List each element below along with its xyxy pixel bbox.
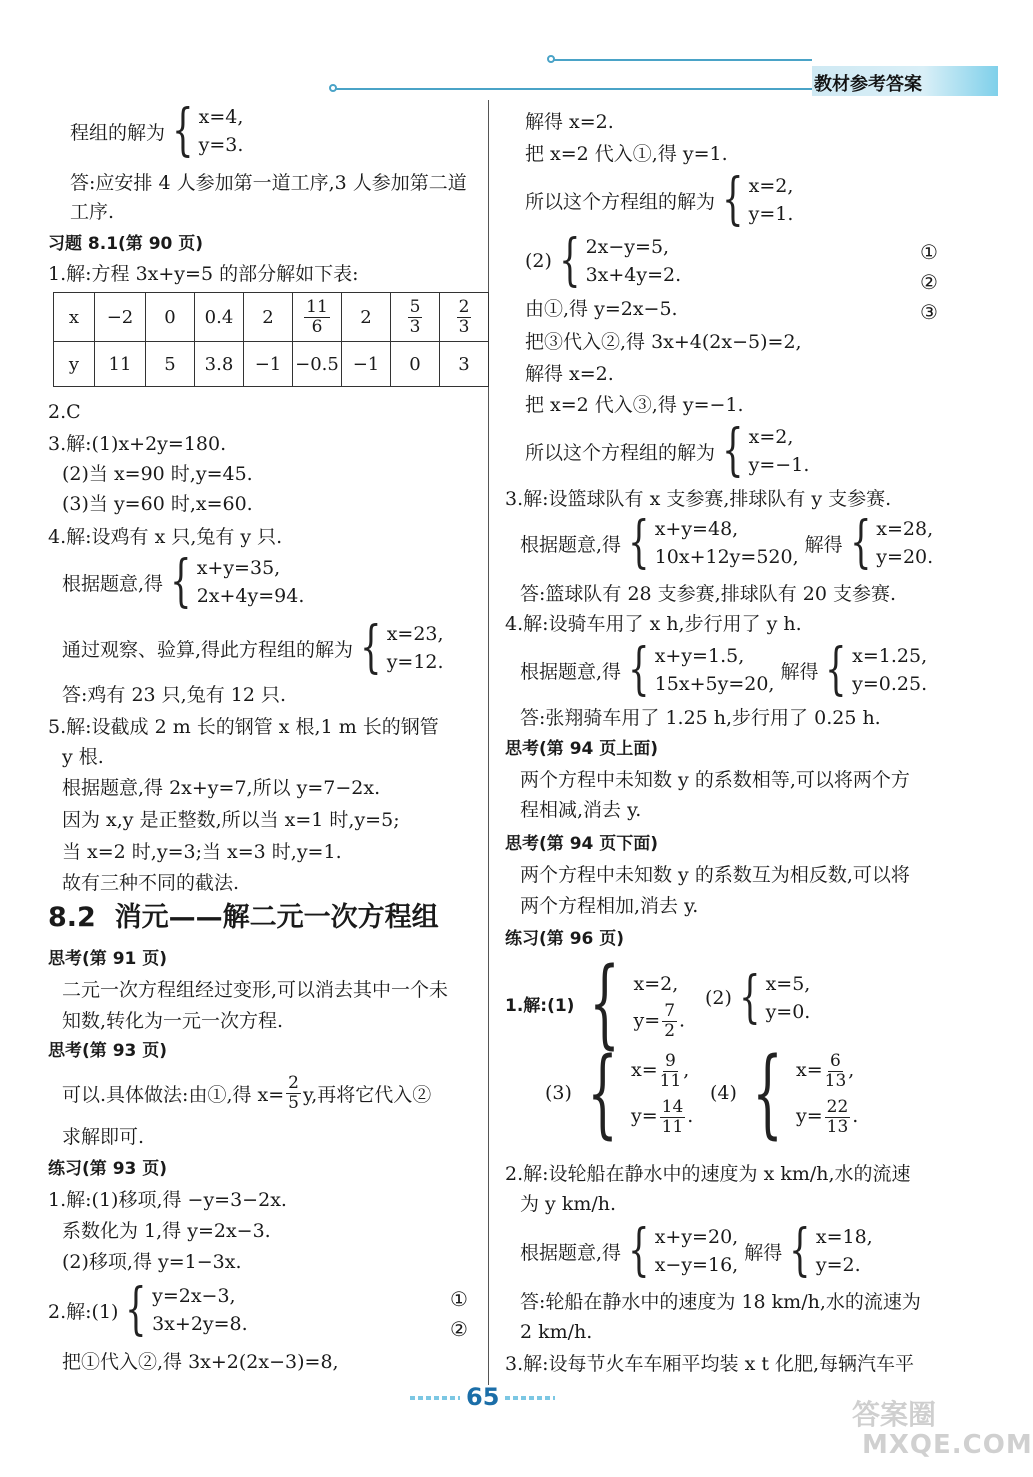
circled-one: ① <box>920 240 938 264</box>
watermark-url: MXQE.COM <box>862 1430 1033 1460</box>
eq: x=18, <box>815 1226 873 1248</box>
header-rule-bottom <box>334 88 814 90</box>
denominator: 5 <box>288 1093 299 1113</box>
text: 把 x=2 代入③,得 y=−1. <box>525 394 744 416</box>
equations <box>749 423 810 479</box>
denominator: 13 <box>826 1116 849 1137</box>
equations <box>631 1047 693 1139</box>
eq: x=2, <box>633 972 679 995</box>
page-number: 65 <box>466 1383 500 1411</box>
fraction <box>825 1098 851 1137</box>
equations <box>876 515 933 571</box>
equations <box>766 970 811 1026</box>
equations <box>634 966 686 1041</box>
q4-answer: 答:鸡有 23 只,兔有 12 只. <box>62 684 286 706</box>
numerator: 22 <box>826 1096 849 1117</box>
equations <box>387 620 444 676</box>
text: x= <box>796 1059 823 1081</box>
brace-icon: { <box>172 98 194 163</box>
denominator: 11 <box>659 1070 682 1091</box>
circled-three: ③ <box>920 300 938 324</box>
numerator: 2 <box>458 296 470 317</box>
eq: y=2. <box>815 1254 861 1276</box>
text: 所以这个方程组的解为 <box>525 190 716 213</box>
eq: 3x+4y=2. <box>585 264 682 286</box>
q5-text: 当 x=2 时,y=3;当 x=3 时,y=1. <box>62 841 342 863</box>
text: (4) <box>710 1082 737 1104</box>
brace-icon: { <box>739 965 761 1030</box>
think-text: 知数,转化为一元一次方程. <box>62 1010 284 1032</box>
q3-text: (3)当 y=60 时,x=60. <box>62 493 253 515</box>
equations <box>655 642 775 698</box>
fraction <box>286 1074 301 1113</box>
numerator: 9 <box>665 1050 676 1071</box>
header-rule-top <box>552 59 812 61</box>
eq: x+y=35, <box>196 557 281 579</box>
cell: 0 <box>146 293 195 342</box>
cell: 5 <box>146 342 195 387</box>
q1-text: 1.解:方程 3x+y=5 的部分解如下表: <box>48 263 359 285</box>
fraction <box>304 298 330 337</box>
p2-answer: 答:轮船在静水中的速度为 18 km/h,水的流速为 <box>520 1291 921 1313</box>
text: 所以这个方程组的解为 <box>525 441 716 464</box>
q5-text: 5.解:设截成 2 m 长的钢管 x 根,1 m 长的钢管 <box>48 716 439 738</box>
text: 根据题意,得 <box>520 1241 622 1264</box>
p1-text: 1.解:(1)移项,得 −y=3−2x. <box>48 1189 287 1211</box>
equations <box>749 172 794 228</box>
text: 根据题意,得 <box>62 572 164 595</box>
text: 根据题意,得 <box>520 660 622 683</box>
solution-system <box>525 418 810 483</box>
section-number: 8.2 <box>48 902 96 933</box>
denominator: 2 <box>664 1020 676 1041</box>
text: 解得 x=2. <box>525 111 614 133</box>
answer-line: 工序. <box>70 201 115 223</box>
eq: 10x+12y=520, <box>654 546 799 568</box>
think-text: 两个方程相加,消去 y. <box>520 895 699 917</box>
denominator: 3 <box>458 316 470 337</box>
q3-answer: 答:篮球队有 28 支参赛,排球队有 20 支参赛. <box>520 583 896 605</box>
watermark-logo: 答案圈 <box>852 1398 937 1431</box>
text: (2) <box>705 987 732 1009</box>
brace-icon: { <box>722 418 744 483</box>
eq: y=1. <box>748 203 794 225</box>
q4-text: 4.解:设鸡有 x 只,兔有 y 只. <box>48 526 283 548</box>
eq: y= $\frac{22}{13}$ . <box>796 1096 859 1137</box>
brace-icon: { <box>722 167 744 232</box>
eq: y=0. <box>765 1001 811 1023</box>
circled-one: ① <box>450 1287 468 1311</box>
eq: y=2x−3, <box>152 1285 236 1307</box>
eq: y= $\frac{14}{11}$ . <box>631 1096 694 1137</box>
q5-text: 因为 x,y 是正整数,所以当 x=1 时,y=5; <box>62 809 400 831</box>
solution-system <box>525 167 794 232</box>
q4-system <box>520 637 928 702</box>
eq: y=3. <box>198 134 244 156</box>
cell <box>391 293 440 342</box>
cell <box>293 293 342 342</box>
brace-icon: { <box>628 637 650 702</box>
p1-text: 系数化为 1,得 y=2x−3. <box>62 1220 271 1242</box>
text: 把 x=2 代入①,得 y=1. <box>525 143 728 165</box>
eq: 2x+4y=94. <box>196 585 305 607</box>
p3-text: 3.解:设每节火车车厢平均装 x t 化肥,每辆汽车平 <box>505 1353 915 1375</box>
q5-text: y 根. <box>62 746 104 768</box>
eq: x= $\frac{9}{11}$ , <box>631 1050 690 1091</box>
q2-text: 2.C <box>48 401 81 423</box>
brace-icon: { <box>849 510 872 575</box>
text: 1.解:(1) <box>505 995 575 1016</box>
equations <box>816 1223 873 1279</box>
brace-icon: { <box>628 1218 650 1283</box>
table-row <box>54 293 489 342</box>
denominator: 13 <box>824 1070 847 1091</box>
cell: 0 <box>391 342 440 387</box>
think-heading: 思考(第 93 页) <box>48 1041 168 1061</box>
cell: 3 <box>440 342 489 387</box>
think-text: 两个方程中未知数 y 的系数互为相反数,可以将 <box>520 864 910 886</box>
eq: 2x−y=5, <box>585 236 670 258</box>
q4-answer: 答:张翔骑车用了 1.25 h,步行用了 0.25 h. <box>520 707 881 729</box>
header-dot-bottom <box>329 84 337 92</box>
eq: y= $\frac{7}{2}$ . <box>633 1000 686 1041</box>
numerator: 2 <box>288 1073 299 1093</box>
cell: 11 <box>95 342 146 387</box>
think-heading: 思考(第 94 页上面) <box>505 739 659 759</box>
q3-text: (2)当 x=90 时,y=45. <box>62 463 253 485</box>
system-2 <box>525 228 682 293</box>
brace-icon: { <box>825 637 847 702</box>
eq: y=0.25. <box>852 673 928 695</box>
p1-text: (2)移项,得 y=1−3x. <box>62 1251 242 1273</box>
text: y= <box>631 1105 658 1127</box>
denominator: 6 <box>311 316 323 337</box>
eq: x+y=20, <box>654 1226 739 1248</box>
text: y= <box>633 1009 661 1031</box>
cell: x <box>54 293 95 342</box>
text: (3) <box>545 1082 572 1104</box>
p2-text: 为 y km/h. <box>520 1193 617 1215</box>
q5-text: 根据题意,得 2x+y=7,所以 y=7−2x. <box>62 777 381 799</box>
denominator: 3 <box>409 316 421 337</box>
text: 解得 <box>804 533 843 556</box>
eq: x=28, <box>876 518 934 540</box>
text: (2) <box>525 250 552 272</box>
eq: y=−1. <box>748 454 810 476</box>
cell: y <box>54 342 95 387</box>
cell: 0.4 <box>195 293 244 342</box>
text: 可以.具体做法:由①,得 x= <box>62 1084 285 1106</box>
think-text: 二元一次方程组经过变形,可以消去其中一个未 <box>62 979 449 1001</box>
text: y,再将它代入② <box>302 1084 432 1106</box>
brace-icon: { <box>752 1037 783 1149</box>
think-text: 两个方程中未知数 y 的系数相等,可以将两个方 <box>520 769 910 791</box>
numerator: 5 <box>409 296 421 317</box>
q3-text: 3.解:(1)x+2y=180. <box>48 433 227 455</box>
header-dot-top <box>547 55 555 63</box>
header-title: 教材参考答案 <box>814 74 922 95</box>
cell: −1 <box>342 342 391 387</box>
eq: x=5, <box>765 973 811 995</box>
q4-system <box>62 549 305 614</box>
cell: −0.5 <box>293 342 342 387</box>
cell: 2 <box>342 293 391 342</box>
equations <box>655 515 799 571</box>
fraction <box>408 298 423 337</box>
text: x= <box>631 1059 658 1081</box>
eq: x−y=16, <box>654 1254 739 1276</box>
think-text: 程相减,消去 y. <box>520 799 642 821</box>
think-text: 求解即可. <box>62 1126 145 1148</box>
table-row <box>54 342 489 387</box>
cell: 2 <box>244 293 293 342</box>
text: 解得 <box>744 1241 783 1264</box>
numerator: 7 <box>664 1000 676 1021</box>
q3-system <box>520 510 934 575</box>
eq: x=2, <box>748 175 794 197</box>
equations <box>199 103 244 159</box>
equations <box>197 554 305 610</box>
practice-heading: 练习(第 96 页) <box>505 929 625 949</box>
eq: x=4, <box>198 106 244 128</box>
section-title <box>48 902 439 933</box>
p2-answer: 2 km/h. <box>520 1321 593 1343</box>
p2-text: 把①代入②,得 3x+2(2x−3)=8, <box>62 1351 339 1373</box>
equations <box>796 1047 858 1139</box>
eq: x+y=48, <box>654 518 739 540</box>
p1-sys3 <box>545 1037 694 1149</box>
q3-text: 3.解:设篮球队有 x 支参赛,排球队有 y 支参赛. <box>505 488 892 510</box>
text: 解得 <box>780 660 819 683</box>
cell: 3.8 <box>195 342 244 387</box>
numerator: 11 <box>306 296 328 317</box>
fraction <box>660 1052 682 1091</box>
equations <box>852 642 927 698</box>
circled-two: ② <box>920 270 938 294</box>
p1-sys4 <box>710 1037 859 1149</box>
p2-system <box>520 1218 873 1283</box>
think93-line <box>62 1074 431 1113</box>
text: 程组的解为 <box>70 121 166 144</box>
fraction <box>662 1002 677 1041</box>
think-heading: 思考(第 91 页) <box>48 949 168 969</box>
practice-heading: 练习(第 93 页) <box>48 1159 168 1179</box>
numerator: 14 <box>661 1096 684 1117</box>
eq: 3x+2y=8. <box>152 1313 248 1335</box>
solution-table <box>53 292 489 387</box>
text: 2.解:(1) <box>48 1300 119 1323</box>
eq: x=1.25, <box>852 645 928 667</box>
eq: 15x+5y=20, <box>654 673 775 695</box>
denominator: 11 <box>661 1116 684 1137</box>
solution-system <box>70 98 244 163</box>
text: y= <box>796 1105 823 1127</box>
think-heading: 思考(第 94 页下面) <box>505 834 659 854</box>
p2-system <box>48 1277 248 1342</box>
equations <box>655 1223 739 1279</box>
q4-text: 4.解:设骑车用了 x h,步行用了 y h. <box>505 613 802 635</box>
brace-icon: { <box>125 1277 147 1342</box>
cell <box>440 293 489 342</box>
brace-icon: { <box>559 228 581 293</box>
text: 把③代入②,得 3x+4(2x−5)=2, <box>525 331 802 353</box>
text: 通过观察、验算,得此方程组的解为 <box>62 638 354 661</box>
section-name: 消元——解二元一次方程组 <box>114 902 439 933</box>
brace-icon: { <box>587 1037 618 1149</box>
brace-icon: { <box>589 947 621 1059</box>
text: 解得 x=2. <box>525 363 614 385</box>
eq: x=23, <box>386 623 444 645</box>
brace-icon: { <box>360 615 382 680</box>
p2-text: 2.解:设轮船在静水中的速度为 x km/h,水的流速 <box>505 1163 911 1185</box>
eq: y=20. <box>876 546 934 568</box>
q5-text: 故有三种不同的截法. <box>62 872 240 894</box>
text: 由①,得 y=2x−5. <box>525 298 678 320</box>
brace-icon: { <box>170 549 192 614</box>
eq: x+y=1.5, <box>654 645 745 667</box>
brace-icon: { <box>789 1218 811 1283</box>
circled-two: ② <box>450 1317 468 1341</box>
eq: y=12. <box>386 651 444 673</box>
numerator: 6 <box>830 1050 841 1071</box>
cell: −1 <box>244 342 293 387</box>
text: 根据题意,得 <box>520 533 622 556</box>
q4-solution <box>62 615 444 680</box>
eq: x= $\frac{6}{13}$ , <box>796 1050 855 1091</box>
fraction <box>825 1052 847 1091</box>
eq: x=2, <box>748 426 794 448</box>
section-heading-ex81: 习题 8.1(第 90 页) <box>48 234 204 254</box>
answer-line: 答:应安排 4 人参加第一道工序,3 人参加第二道 <box>70 172 467 194</box>
footer-decoration-right <box>505 1396 555 1400</box>
equations <box>152 1282 248 1338</box>
cell: −2 <box>95 293 146 342</box>
brace-icon: { <box>628 510 650 575</box>
p1-sys2 <box>705 965 811 1030</box>
fraction <box>457 298 472 337</box>
footer-decoration-left <box>410 1396 460 1400</box>
equations <box>586 233 682 289</box>
fraction <box>660 1098 686 1137</box>
